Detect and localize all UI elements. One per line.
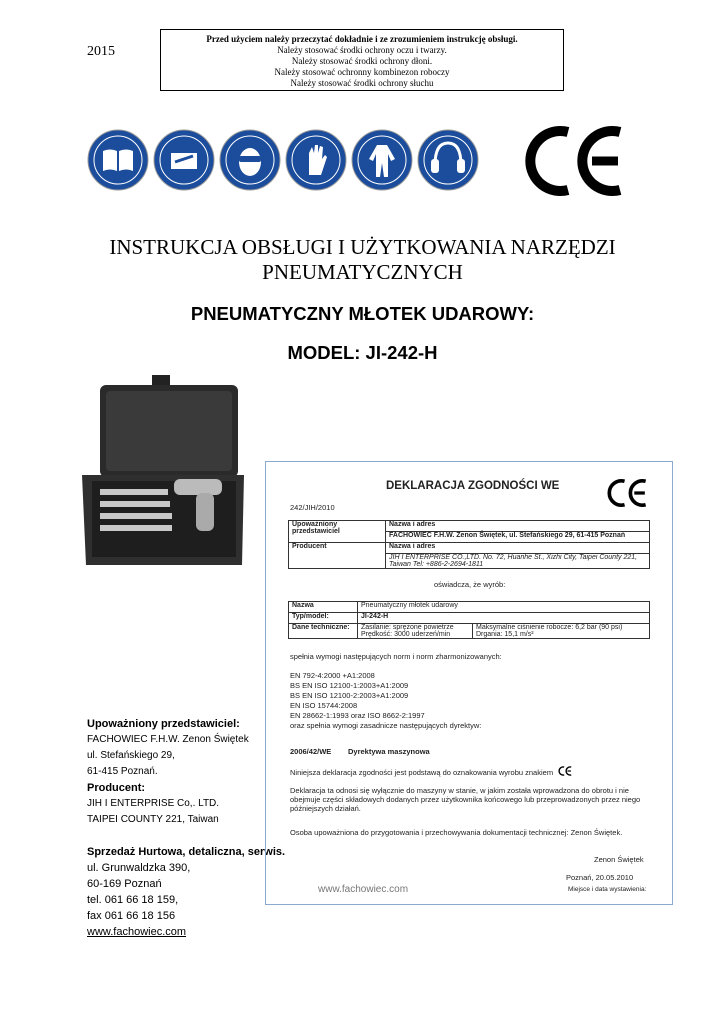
table-cell: Nazwa: [289, 602, 358, 613]
table-cell: Pneumatyczny młotek udarowy: [358, 602, 650, 613]
coverall-icon: [351, 129, 413, 191]
warning-line: Należy stosować środki ochrony oczu i twarzy.: [277, 45, 447, 55]
relates-text: Deklaracja ta odnosi się wyłącznie do maszyny w stanie, w jakim została wprowadzona do obrotu i nie obejmuje części składowych dodanych przez użytkownika końcowego lub przeprowadzonych przez niego późniejszych działań.: [290, 786, 641, 813]
website-link[interactable]: www.fachowiec.com: [87, 926, 187, 938]
norms-list: [290, 671, 481, 731]
table-cell: JI-242-H: [358, 613, 650, 624]
authorized-text: Osoba upoważniona do przygotowania i przechowywania dokumentacji technicznej: Zenon Świętek.: [290, 828, 623, 837]
tech-line: Zasilanie: sprężone powietrze: [361, 624, 454, 631]
declares-text: oświadcza, że wyrób:: [434, 580, 506, 589]
table-cell: FACHOWIEC F.H.W. Zenon Świętek, ul. Stefańskiego 29, 61-415 Poznań: [386, 532, 650, 543]
table-cell: Nazwa i adres: [386, 543, 650, 554]
table-cell: Producent: [289, 543, 386, 569]
sales-block: [87, 844, 285, 940]
product-table: [288, 601, 650, 639]
directive-name: Dyrektywa maszynowa: [348, 747, 430, 756]
warning-line: Przed użyciem należy przeczytać dokładnie i ze zrozumieniem instrukcję obsługi.: [206, 34, 518, 44]
table-cell: JIH I ENTERPRISE CO.,LTD. No. 72, Huanhe St., Xizhi City, Taipei County 221, Taiwan Tel: +886-2-2694-1811: [386, 554, 650, 569]
sales-heading: Sprzedaż Hurtowa, detaliczna, serwis.: [87, 846, 286, 858]
warning-box: [160, 29, 564, 91]
table-cell: Nazwa i adres: [386, 521, 650, 532]
norms-intro: spełnia wymogi następujących norm i norm zharmonizowanych:: [290, 652, 502, 661]
table-cell: [473, 624, 650, 639]
ear-protection-icon: [417, 129, 479, 191]
declaration-title: DEKLARACJA ZGODNOŚCI WE: [386, 480, 560, 492]
directives-intro: oraz spełnia wymogi zasadnicze następujących dyrektyw:: [290, 721, 482, 730]
representative-table: [288, 520, 650, 569]
footer-url: www.fachowiec.com: [318, 884, 409, 895]
table-cell: Typ/model:: [289, 613, 358, 624]
table-cell: Dane techniczne:: [289, 624, 358, 639]
norm-item: EN ISO 15744:2008: [290, 701, 358, 710]
title-line1: INSTRUKCJA OBSŁUGI I UŻYTKOWANIA NARZĘDZI: [109, 235, 616, 259]
warning-line: Należy stosować środki ochrony dłoni.: [291, 56, 433, 66]
title-line2: PNEUMATYCZNYCH: [262, 260, 463, 284]
tech-line: Maksymalne ciśnienie robocze: 6,2 bar (90 psi): [476, 624, 623, 631]
norm-item: EN 792-4:2000 +A1:2008: [290, 671, 375, 680]
tech-line: Prędkość: 3000 uderzeń/min: [361, 631, 451, 638]
sales-line: fax 061 66 18 156: [87, 910, 176, 922]
model-title: MODEL: JI-242-H: [287, 342, 438, 363]
signer-name: Zenon Świętek: [594, 855, 644, 864]
warning-line: Należy stosować ochronny kombinezon roboczy: [274, 67, 450, 77]
place-date-label: Miejsce i data wystawienia:: [568, 886, 647, 893]
tech-line: Drgania: 15,1 m/s²: [476, 631, 534, 638]
directive-code: 2006/42/WE: [290, 747, 332, 756]
norm-item: BS EN ISO 12100-1:2003+A1:2009: [290, 681, 409, 690]
producer-heading: Producent:: [87, 782, 146, 794]
representative-block: [87, 716, 249, 828]
representative-heading: Upoważniony przedstawiciel:: [87, 718, 240, 730]
sales-line: tel. 061 66 18 159,: [87, 894, 179, 906]
warning-line: Należy stosować środki ochrony słuchu: [290, 78, 434, 88]
declaration-number: 242/JIH/2010: [290, 503, 335, 512]
subtitle: PNEUMATYCZNY MŁOTEK UDAROWY:: [190, 303, 535, 324]
representative-line: 61-415 Poznań.: [87, 766, 158, 777]
goggles-icon: [219, 129, 281, 191]
year: 2015: [87, 44, 115, 59]
representative-line: FACHOWIEC F.H.W. Zenon Świętek: [87, 734, 249, 745]
representative-line: ul. Stefańskiego 29,: [87, 750, 175, 761]
producer-line: JIH I ENTERPRISE Co,. LTD.: [87, 798, 220, 809]
ce-mark-icon: [558, 766, 572, 776]
declaration-document: [265, 461, 673, 905]
tools-icon: [153, 129, 215, 191]
sales-line: 60-169 Poznań: [87, 878, 162, 890]
read-manual-icon: [87, 129, 149, 191]
gloves-icon: [285, 129, 347, 191]
table-cell: [358, 624, 473, 639]
sales-line: ul. Grunwaldzka 390,: [87, 862, 191, 874]
place-date: Poznań, 20.05.2010: [566, 873, 634, 882]
table-cell: Upoważniony przedstawiciel: [289, 521, 386, 543]
basis-text: Niniejsza deklaracja zgodności jest podstawą do oznakowania wyrobu znakiem: [290, 768, 554, 777]
norm-item: EN 28662-1:1993 oraz ISO 8662-2:1997: [290, 711, 425, 720]
ce-mark-icon: [524, 124, 624, 198]
norm-item: BS EN ISO 12100-2:2003+A1:2009: [290, 691, 409, 700]
product-case-image: [78, 375, 248, 575]
producer-line: TAIPEI COUNTY 221, Taiwan: [87, 814, 219, 825]
ce-mark-icon: [606, 478, 648, 508]
